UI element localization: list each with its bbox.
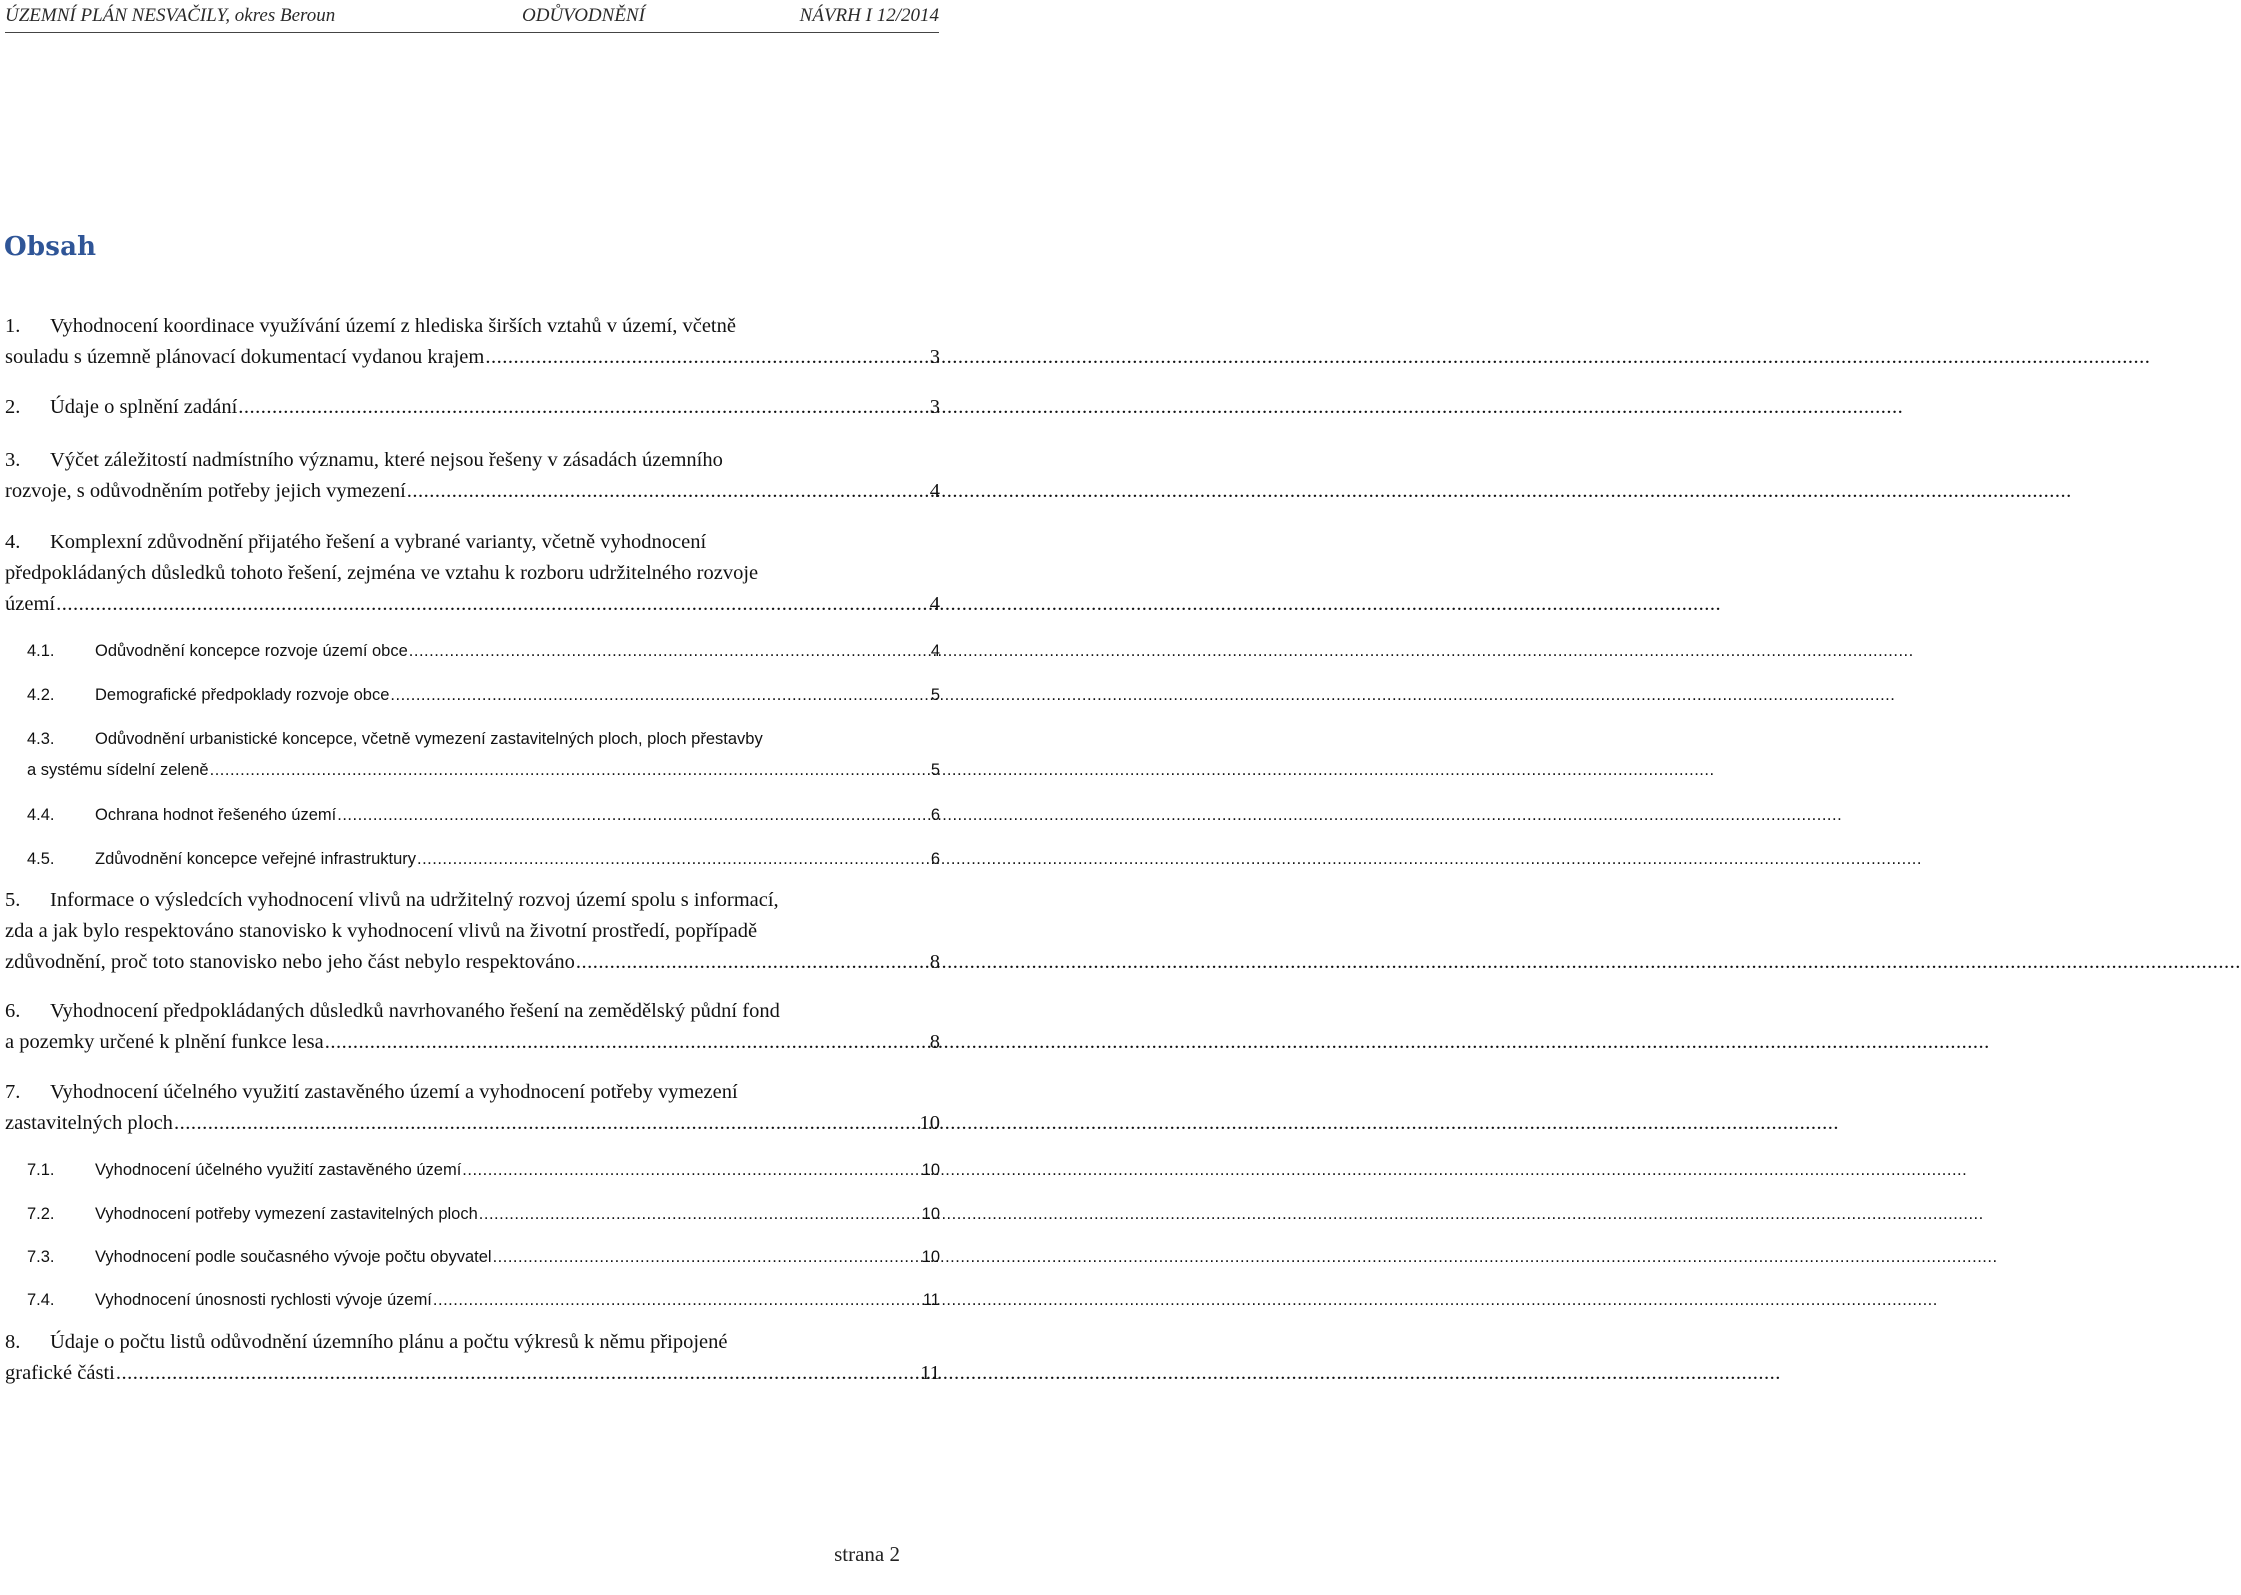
toc-entry-number: 7.2. (27, 1205, 55, 1223)
dot-leader (56, 589, 926, 620)
toc-entry-text: Odůvodnění koncepce rozvoje území obce (95, 642, 408, 660)
toc-entry-text: Vyhodnocení únosnosti rychlosti vývoje území (95, 1291, 432, 1309)
toc-entry-number: 2. (5, 396, 21, 418)
toc-entry-number: 7.3. (27, 1248, 55, 1266)
toc-page-number: 4 (930, 642, 940, 660)
dot-leader (407, 476, 926, 507)
toc-entry-3[interactable] (5, 445, 940, 507)
toc-entry-text: Odůvodnění urbanistické koncepce, včetně vymezení zastavitelných ploch, ploch přestavby (95, 730, 763, 748)
toc-entry-text: Ochrana hodnot řešeného území (95, 806, 337, 824)
toc-entry-number: 3. (5, 449, 21, 471)
toc-page-number: 5 (930, 686, 940, 704)
toc-entry-number: 6. (5, 1000, 21, 1022)
toc-entry-4-4[interactable] (27, 800, 940, 831)
toc-entry-text: předpokládaných důsledků tohoto řešení, zejména ve vztahu k rozboru udržitelného rozvoje (5, 562, 759, 584)
toc-entry-number: 7. (5, 1081, 21, 1103)
toc-entry-text: zastavitelných ploch (5, 1112, 173, 1134)
dot-leader (116, 1358, 916, 1389)
toc-entry-text: Komplexní zdůvodnění přijatého řešení a vybrané varianty, včetně vyhodnocení (50, 531, 707, 553)
toc-entry-number: 7.1. (27, 1161, 55, 1179)
toc-entry-text: a pozemky určené k plnění funkce lesa (5, 1031, 324, 1053)
toc-page-number: 3 (929, 346, 940, 368)
header-version: NÁVRH I 12/2014 (799, 5, 939, 26)
toc-entry-text: území (5, 593, 56, 615)
dot-leader (325, 1027, 926, 1058)
toc-page-number: 4 (929, 480, 940, 502)
toc-entry-text: Výčet záležitostí nadmístního významu, které nejsou řešeny v zásadách územního (50, 449, 723, 471)
toc-entry-text: zda a jak bylo respektováno stanovisko k vyhodnocení vlivů na životní prostředí, popřípadě (5, 920, 758, 942)
dot-leader (462, 1155, 917, 1186)
toc-entry-7[interactable] (5, 1077, 940, 1139)
toc-entry-number: 8. (5, 1331, 21, 1353)
toc-entry-text: Vyhodnocení koordinace využívání území z hlediska širších vztahů v území, včetně (50, 315, 736, 337)
toc-entry-text: Údaje o splnění zadání (50, 396, 238, 418)
toc-page-number: 8 (929, 1031, 940, 1053)
toc-entry-text: Vyhodnocení podle současného vývoje počtu obyvatel (95, 1248, 492, 1266)
toc-entry-text: zdůvodnění, proč toto stanovisko nebo jeho část nebylo respektováno (5, 951, 575, 973)
toc-entry-text: grafické části (5, 1362, 115, 1384)
toc-page-number: 11 (922, 1291, 940, 1309)
dot-leader (174, 1108, 916, 1139)
toc-entry-number: 4.5. (27, 850, 55, 868)
toc-entry-5[interactable] (5, 885, 940, 978)
dot-leader (238, 392, 925, 423)
toc-entry-number: 4.3. (27, 730, 55, 748)
toc-entry-number: 7.4. (27, 1291, 55, 1309)
page-header (5, 4, 939, 34)
dot-leader (390, 680, 926, 711)
toc-entry-number: 4.2. (27, 686, 55, 704)
toc-entry-4-5[interactable] (27, 844, 940, 875)
toc-entry-number: 1. (5, 315, 21, 337)
toc-entry-2[interactable] (5, 392, 940, 423)
toc-entry-6[interactable] (5, 996, 940, 1058)
dot-leader (493, 1242, 918, 1273)
toc-entry-number: 4. (5, 531, 21, 553)
toc-page-number: 5 (930, 761, 940, 779)
toc-entry-text: Informace o výsledcích vyhodnocení vlivů na udržitelný rozvoj území spolu s informací, (50, 889, 779, 911)
toc-page-number: 10 (921, 1205, 940, 1223)
dot-leader (417, 844, 927, 875)
header-document-title: ÚZEMNÍ PLÁN NESVAČILY, okres Beroun (5, 5, 336, 26)
toc-page-number: 6 (930, 850, 940, 868)
toc-entry-7-3[interactable] (27, 1242, 940, 1273)
toc-entry-4-1[interactable] (27, 636, 940, 667)
toc-page-number: 4 (929, 593, 940, 615)
toc-entry-text: rozvoje, s odůvodněním potřeby jejich vymezení (5, 480, 406, 502)
dot-leader (409, 636, 927, 667)
toc-entry-text: Vyhodnocení účelného využití zastavěného území (95, 1161, 462, 1179)
header-rule (5, 32, 939, 33)
toc-entry-text: souladu s územně plánovací dokumentací vydanou krajem (5, 346, 485, 368)
toc-entry-number: 4.1. (27, 642, 55, 660)
header-section: ODŮVODNĚNÍ (522, 5, 645, 26)
dot-leader (479, 1199, 918, 1230)
toc-entry-text: Zdůvodnění koncepce veřejné infrastruktury (95, 850, 417, 868)
toc-page-number: 10 (919, 1112, 940, 1134)
toc-page-number: 11 (920, 1362, 940, 1384)
toc-entry-text: a systému sídelní zeleně (27, 761, 209, 779)
toc-page-number: 10 (921, 1161, 940, 1179)
toc-entry-8[interactable] (5, 1327, 940, 1389)
toc-entry-7-4[interactable] (27, 1285, 940, 1316)
toc-page-number: 10 (921, 1248, 940, 1266)
dot-leader (210, 755, 927, 786)
dot-leader (485, 342, 925, 373)
dot-leader (433, 1285, 919, 1316)
toc-entry-4-3[interactable] (27, 724, 940, 786)
dot-leader (576, 947, 926, 978)
toc-entry-4[interactable] (5, 527, 940, 620)
toc-entry-7-2[interactable] (27, 1199, 940, 1230)
toc-page-number: 6 (930, 806, 940, 824)
toc-entry-text: Vyhodnocení předpokládaných důsledků navrhovaného řešení na zemědělský půdní fond (50, 1000, 780, 1022)
toc-entry-text: Demografické předpoklady rozvoje obce (95, 686, 390, 704)
toc-entry-number: 5. (5, 889, 21, 911)
toc-entry-text: Údaje o počtu listů odůvodnění územního plánu a počtu výkresů k němu připojené (50, 1331, 728, 1353)
dot-leader (337, 800, 927, 831)
toc-page-number: 8 (929, 951, 940, 973)
toc-entry-text: Vyhodnocení potřeby vymezení zastavitelných ploch (95, 1205, 478, 1223)
toc-title: Obsah (4, 232, 97, 262)
toc-entry-text: Vyhodnocení účelného využití zastavěného území a vyhodnocení potřeby vymezení (50, 1081, 738, 1103)
toc-entry-4-2[interactable] (27, 680, 940, 711)
toc-page-number: 3 (929, 396, 940, 418)
page-number-footer: strana 2 (834, 1542, 900, 1566)
toc-entry-7-1[interactable] (27, 1155, 940, 1186)
toc-entry-number: 4.4. (27, 806, 55, 824)
toc-entry-1[interactable] (5, 311, 940, 373)
